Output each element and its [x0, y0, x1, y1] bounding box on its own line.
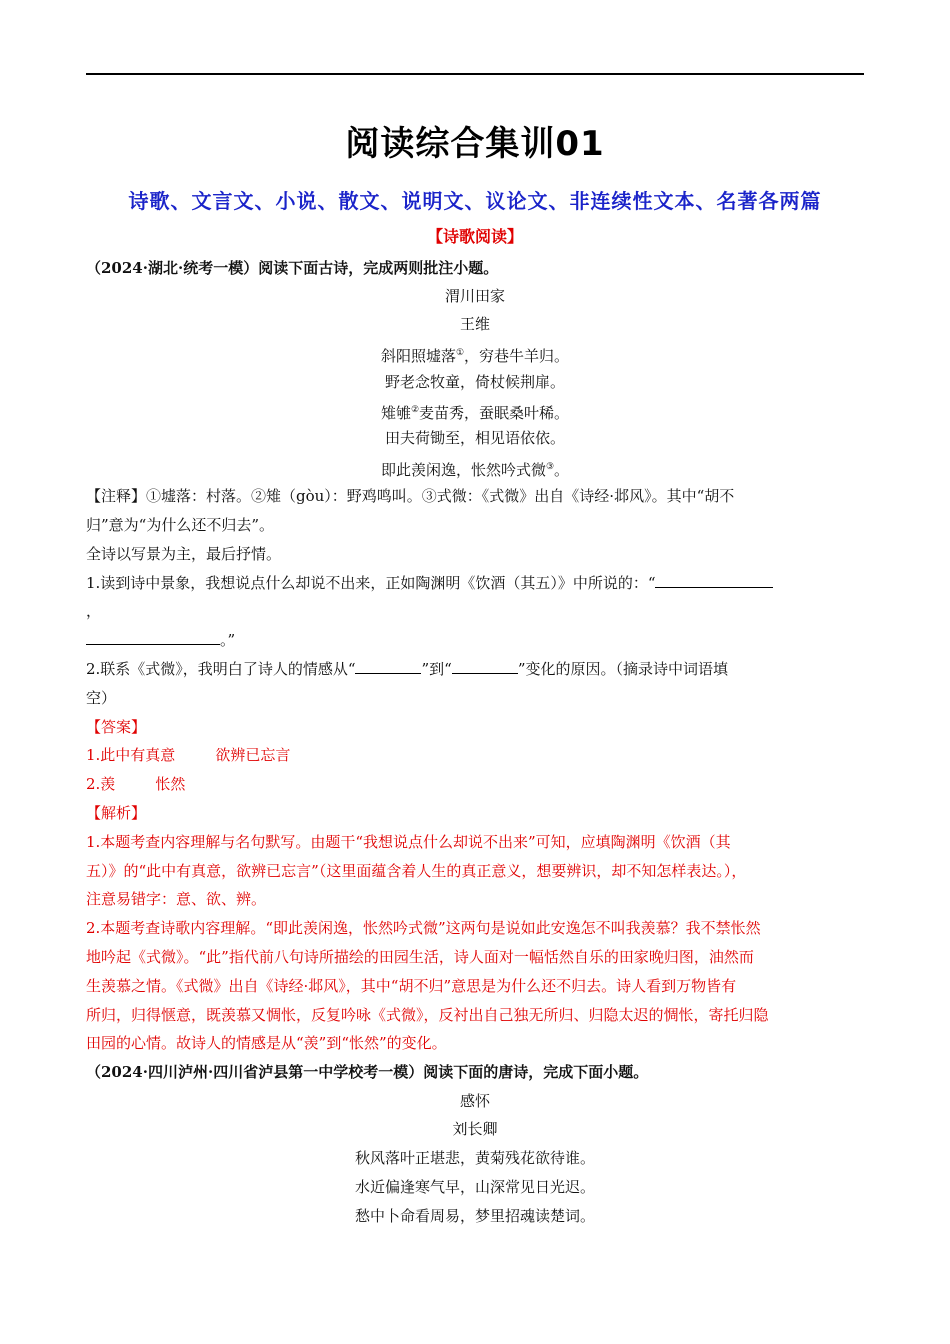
q1-question-2: 2.联系《式微》，我明白了诗人的情感从“ ”到“ ”变化的原因。（摘录诗中词语填: [86, 660, 728, 678]
q2-poem-author: 刘长卿: [452, 1120, 498, 1138]
analysis-line: 注意易错字：意、欲、辨。: [86, 890, 267, 908]
q1-source: （2024·湖北·统考一模）阅读下面古诗，完成两则批注小题。: [86, 259, 499, 277]
answer-1: 1.此中有真意 欲辨已忘言: [86, 746, 291, 764]
analysis-line: 地吟起《式微》。“此”指代前八句诗所描绘的田园生活，诗人面对一幅恬然自乐的田家晚归图，油然而: [86, 948, 754, 966]
top-rule: [86, 73, 864, 75]
q1-poem-line: 即此羡闲逸，怅然吟式微③。: [380, 461, 570, 479]
page-title: 阅读综合集训01: [345, 124, 605, 164]
q1-poem-line: 田夫荷锄至，相见语依依。: [384, 429, 565, 447]
answer-blank: [86, 630, 220, 645]
analysis-line: 1.本题考查内容理解与名句默写。由题干“我想说点什么却说不出来”可知，应填陶渊明《饮酒（其: [86, 833, 731, 851]
q1-poem-line: 斜阳照墟落①，穷巷牛羊归。: [380, 347, 570, 365]
q1-question-1-comma: ，: [86, 602, 102, 620]
analysis-label: 【解析】: [86, 804, 147, 822]
section-heading: 【诗歌阅读】: [426, 227, 523, 246]
page-subtitle: 诗歌、文言文、小说、散文、说明文、议论文、非连续性文本、名著各两篇: [128, 189, 822, 213]
q1-poem-author: 王维: [459, 315, 490, 333]
q1-annotation: 归”意为“为什么还不归去”。: [86, 516, 275, 534]
answer-blank: [355, 659, 421, 674]
q1-question-1: 1.读到诗中景象，我想说点什么却说不出来，正如陶渊明《饮酒（其五）》中所说的：“: [86, 573, 864, 593]
q1-poem-line: 野老念牧童，倚杖候荆扉。: [384, 373, 565, 391]
answer-2: 2.羡 怅然: [86, 775, 186, 793]
q2-poem-line: 水近偏逢寒气早，山深常见日光迟。: [354, 1178, 595, 1196]
analysis-line: 生羡慕之情。《式微》出自《诗经·邶风》，其中“胡不归”意思是为什么还不归去。诗人看到万物皆有: [86, 977, 737, 995]
q2-poem-line: 愁中卜命看周易，梦里招魂读楚词。: [354, 1207, 595, 1225]
answer-blank: [452, 659, 518, 674]
q2-source: （2024·四川泸州·四川省泸县第一中学校考一模）阅读下面的唐诗，完成下面小题。: [86, 1063, 649, 1081]
analysis-line: 2.本题考查诗歌内容理解。“即此羡闲逸，怅然吟式微”这两句是说如此安逸怎不叫我羡慕？我不禁怅然: [86, 919, 761, 937]
answer-label: 【答案】: [86, 718, 147, 736]
q1-summary: 全诗以写景为主，最后抒情。: [86, 545, 282, 563]
analysis-line: 田园的心情。故诗人的情感是从“羡”到“怅然”的变化。: [86, 1034, 447, 1052]
answer-blank: [655, 573, 773, 588]
q2-poem-title: 感怀: [459, 1092, 490, 1110]
analysis-line: 五）》的“此中有真意，欲辨已忘言”（这里面蕴含着人生的真正意义，想要辨识，却不知怎样表达。），: [86, 862, 747, 880]
q2-poem-line: 秋风落叶正堪悲，黄菊残花欲待谁。: [354, 1149, 595, 1167]
analysis-line: 所归，归得惬意，既羡慕又惆怅，反复吟咏《式微》，反衬出自己独无所归、归隐太迟的惆怅，寄托归隐: [86, 1006, 769, 1024]
q1-question-2-cont: 空）: [86, 689, 117, 707]
q1-poem-line: 雉雊②麦苗秀，蚕眠桑叶稀。: [380, 404, 570, 422]
q1-poem-title: 渭川田家: [444, 287, 505, 305]
q1-question-1-cont: 。”: [86, 630, 864, 650]
q1-annotation: 【注释】①墟落：村落。②雉（gòu）：野鸡鸣叫。③式微：《式微》出自《诗经·邶风》。其中“胡不: [86, 487, 735, 505]
